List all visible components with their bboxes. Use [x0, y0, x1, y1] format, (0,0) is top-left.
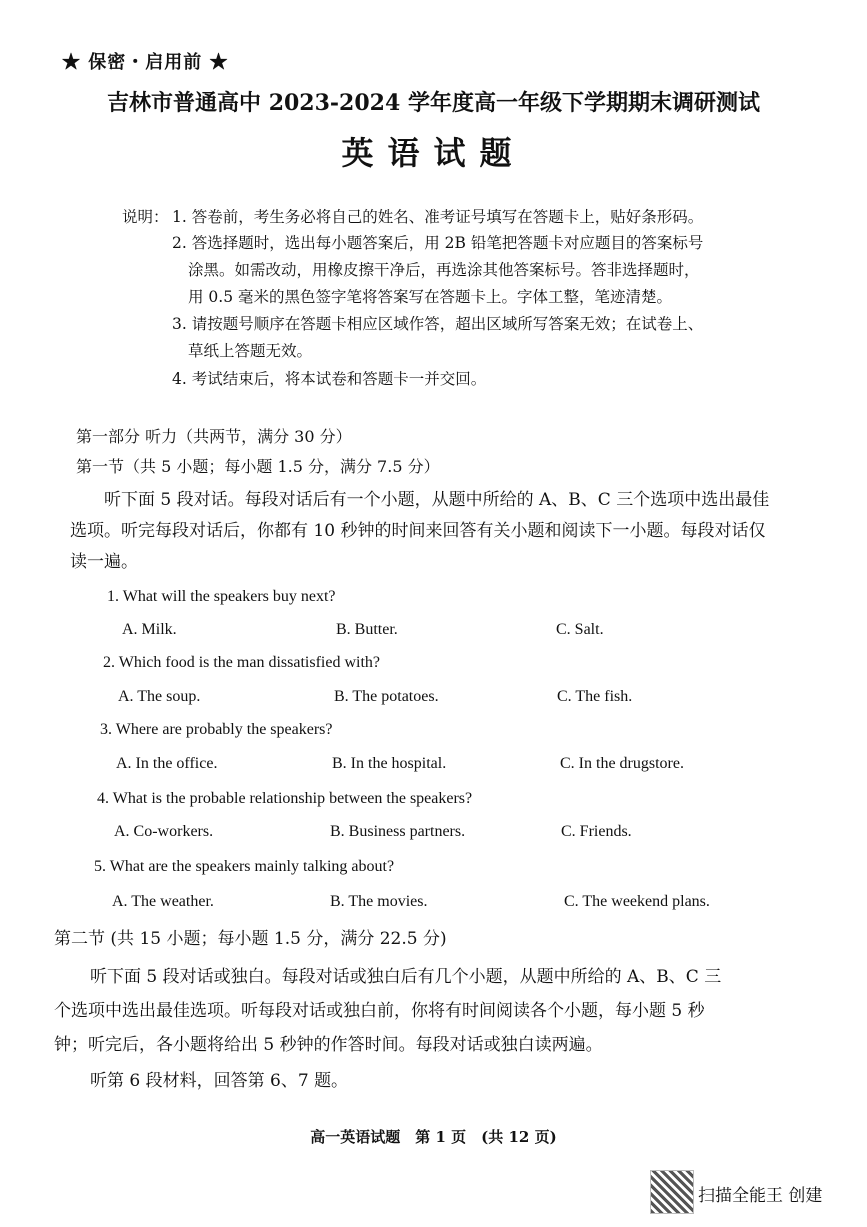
question-2: 2. Which food is the man dissatisfied with?: [103, 654, 380, 671]
section2-intro-line: 个选项中选出最佳选项。听每段对话或独白前，你将有时间阅读各个小题，每小题 5 秒: [54, 1001, 705, 1021]
material-6-instruction: 听第 6 段材料，回答第 6、7 题。: [90, 1071, 349, 1091]
exam-title: 吉林市普通高中 2023-2024 学年度高一年级下学期期末调研测试: [107, 90, 760, 116]
qr-code-icon: [650, 1170, 694, 1214]
instruction-line: 4. 考试结束后，将本试卷和答题卡一并交回。: [172, 370, 487, 388]
option-a: A. The soup.: [118, 688, 201, 705]
option-a: A. Co-workers.: [114, 823, 214, 840]
confidential-mark: ★ 保密・启用前 ★: [62, 52, 229, 73]
option-a: A. In the office.: [116, 755, 218, 772]
option-c: C. The weekend plans.: [564, 893, 710, 910]
scanner-watermark: 扫描全能王 创建: [698, 1186, 823, 1206]
option-b: B. In the hospital.: [332, 755, 447, 772]
instruction-line: 2. 答选择题时，选出每小题答案后，用 2B 铅笔把答题卡对应题目的答案标号: [172, 234, 704, 252]
instruction-line: 3. 请按题号顺序在答题卡相应区域作答，超出区域所写答案无效；在试卷上、: [172, 315, 704, 333]
option-b: B. Business partners.: [330, 823, 466, 840]
section1-intro-line: 读一遍。: [70, 552, 138, 572]
part1-heading: 第一部分 听力（共两节，满分 30 分）: [76, 427, 352, 446]
option-a: A. The weather.: [112, 893, 214, 910]
question-3: 3. Where are probably the speakers?: [100, 721, 333, 738]
option-a: A. Milk.: [122, 621, 177, 638]
subject-title: 英语试题: [341, 134, 526, 172]
option-b: B. The potatoes.: [334, 688, 439, 705]
instruction-line: 涂黑。如需改动，用橡皮擦干净后，再选涂其他答案标号。答非选择题时，: [188, 261, 700, 279]
instructions-label: 说明：: [122, 208, 169, 226]
section1-intro-line: 听下面 5 段对话。每段对话后有一个小题，从题中所给的 A、B、C 三个选项中选出最佳: [104, 490, 770, 510]
option-c: C. In the drugstore.: [560, 755, 684, 772]
section2-intro-line: 钟；听完后，各小题将给出 5 秒钟的作答时间。每段对话或独白读两遍。: [54, 1035, 603, 1055]
instruction-line: 草纸上答题无效。: [188, 342, 313, 360]
section1-heading: 第一节（共 5 小题；每小题 1.5 分，满分 7.5 分）: [76, 457, 440, 476]
instruction-line: 用 0.5 毫米的黑色签字笔将答案写在答题卡上。字体工整，笔迹清楚。: [188, 288, 673, 306]
question-1: 1. What will the speakers buy next?: [107, 588, 336, 605]
option-c: C. The fish.: [557, 688, 633, 705]
section1-intro-line: 选项。听完每段对话后，你都有 10 秒钟的时间来回答有关小题和阅读下一小题。每段对话仅: [70, 521, 766, 541]
instruction-line: 1. 答卷前，考生务必将自己的姓名、准考证号填写在答题卡上，贴好条形码。: [172, 208, 704, 226]
option-c: C. Salt.: [556, 621, 604, 638]
section2-heading: 第二节 (共 15 小题；每小题 1.5 分，满分 22.5 分): [54, 929, 447, 949]
option-b: B. The movies.: [330, 893, 428, 910]
question-4: 4. What is the probable relationship between the speakers?: [97, 790, 473, 807]
option-b: B. Butter.: [336, 621, 398, 638]
option-c: C. Friends.: [561, 823, 632, 840]
question-5: 5. What are the speakers mainly talking about?: [94, 858, 395, 875]
page-footer: 高一英语试题 第 1 页 (共 12 页): [310, 1128, 557, 1146]
section2-intro-line: 听下面 5 段对话或独白。每段对话或独白后有几个小题，从题中所给的 A、B、C 三: [90, 967, 722, 987]
